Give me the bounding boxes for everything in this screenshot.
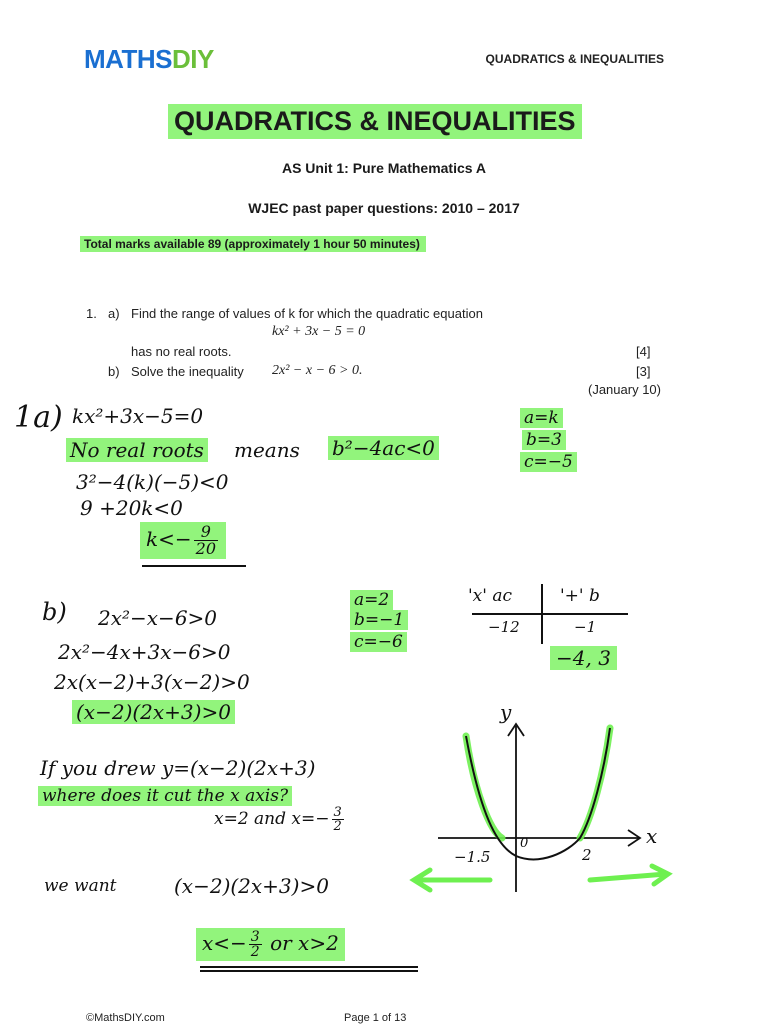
footer-copyright: ©MathsDIY.com xyxy=(86,1012,165,1024)
running-title: QUADRATICS & INEQUALITIES xyxy=(485,52,664,66)
graph-root-left: −1.5 xyxy=(454,848,491,866)
final-part1: x<− xyxy=(202,931,247,955)
final-fraction xyxy=(249,930,262,959)
answer-a-underline xyxy=(142,565,246,567)
part-a-text2: has no real roots. xyxy=(131,344,232,359)
solution-a-label: 1a) xyxy=(14,400,63,435)
parabola-curve xyxy=(466,728,610,859)
part-a-marks: [4] xyxy=(636,344,651,359)
answer-numerator: 9 xyxy=(194,524,218,541)
footer-page-number: Page 1 of 13 xyxy=(344,1012,407,1024)
answer-prefix: k<− xyxy=(146,527,192,551)
total-marks: Total marks available 89 (approximately 1 hour 50 minutes) xyxy=(80,236,426,252)
part-b-equation: 2x² − x − 6 > 0. xyxy=(272,363,363,378)
we-want-label: we want xyxy=(44,876,117,896)
graph-root-right: 2 xyxy=(582,846,592,864)
part-b-label: b) xyxy=(108,364,120,379)
solution-a-line3: 3²−4(k)(−5)<0 xyxy=(76,470,229,494)
part-b-text: Solve the inequality xyxy=(131,364,244,379)
graph-axis-y-label: y xyxy=(500,700,512,724)
mathsdiy-logo xyxy=(84,44,214,75)
coef-b-value: b=3 xyxy=(522,430,566,450)
solution-a-means: means xyxy=(234,438,300,462)
graph-axes xyxy=(438,724,640,892)
final-numerator: 3 xyxy=(250,929,260,945)
table-val-left: −12 xyxy=(488,618,520,636)
roots-fraction xyxy=(332,806,344,833)
answer-denominator: 20 xyxy=(195,539,216,558)
part-b-marks: [3] xyxy=(636,364,651,379)
table-head-left: 'x' ac xyxy=(468,586,512,606)
solution-b-label: b) xyxy=(42,598,67,626)
solution-a-line1: kx²+3x−5=0 xyxy=(72,404,204,428)
answer-fraction xyxy=(194,524,218,557)
final-underline-2 xyxy=(200,970,418,972)
question-source: (January 10) xyxy=(588,382,661,397)
direction-arrows xyxy=(414,866,668,890)
part-a-text: Find the range of values of k for which the quadratic equation xyxy=(131,306,483,321)
solution-b-line1: 2x²−x−6>0 xyxy=(98,606,218,630)
solution-a-discriminant: b²−4ac<0 xyxy=(328,436,439,460)
coef-b-a: a=2 xyxy=(350,590,393,610)
part-a-equation: kx² + 3x − 5 = 0 xyxy=(272,324,366,339)
final-answer xyxy=(196,928,345,961)
factor-pair: −4, 3 xyxy=(550,646,617,670)
solution-a-line4: 9 +20k<0 xyxy=(80,496,183,520)
logo-part-ma: MA xyxy=(84,44,122,74)
graph-question-line2: where does it cut the x axis? xyxy=(38,786,292,806)
table-val-right: −1 xyxy=(574,618,597,636)
unit-subtitle: AS Unit 1: Pure Mathematics A xyxy=(281,160,487,176)
part-a-label: a) xyxy=(108,306,120,321)
table-head-right: '+' b xyxy=(560,586,600,606)
logo-part-ths: THS xyxy=(121,44,173,74)
papers-subtitle: WJEC past paper questions: 2010 – 2017 xyxy=(248,200,520,216)
final-denominator: 2 xyxy=(250,944,260,960)
graph-axis-x-label: x xyxy=(646,824,658,848)
coef-b-b: b=−1 xyxy=(350,610,408,630)
final-underline-1 xyxy=(200,966,418,968)
graph-origin-label: 0 xyxy=(520,836,529,851)
roots-prefix: x=2 and x=− xyxy=(214,809,330,829)
coef-a-value: a=k xyxy=(520,408,563,428)
parabola-curve-highlight xyxy=(466,728,610,838)
graph-question-line1: If you drew y=(x−2)(2x+3) xyxy=(40,756,316,780)
graph-roots xyxy=(214,806,346,833)
page-title: QUADRATICS & INEQUALITIES xyxy=(168,104,582,139)
we-want-expression: (x−2)(2x+3)>0 xyxy=(174,874,329,898)
coef-c-value: c=−5 xyxy=(520,452,577,472)
solution-b-line3: 2x(x−2)+3(x−2)>0 xyxy=(54,670,250,694)
question-number: 1. xyxy=(86,306,97,321)
solution-b-line4: (x−2)(2x+3)>0 xyxy=(72,700,235,724)
coef-b-c: c=−6 xyxy=(350,632,407,652)
roots-denominator: 2 xyxy=(333,819,342,834)
solution-b-line2: 2x²−4x+3x−6>0 xyxy=(58,640,231,664)
logo-part-diy: DIY xyxy=(172,44,214,74)
roots-numerator: 3 xyxy=(333,805,342,820)
solution-a-no-real-roots: No real roots xyxy=(66,438,208,462)
solution-a-answer xyxy=(140,522,226,559)
final-part2: or x>2 xyxy=(270,931,339,955)
